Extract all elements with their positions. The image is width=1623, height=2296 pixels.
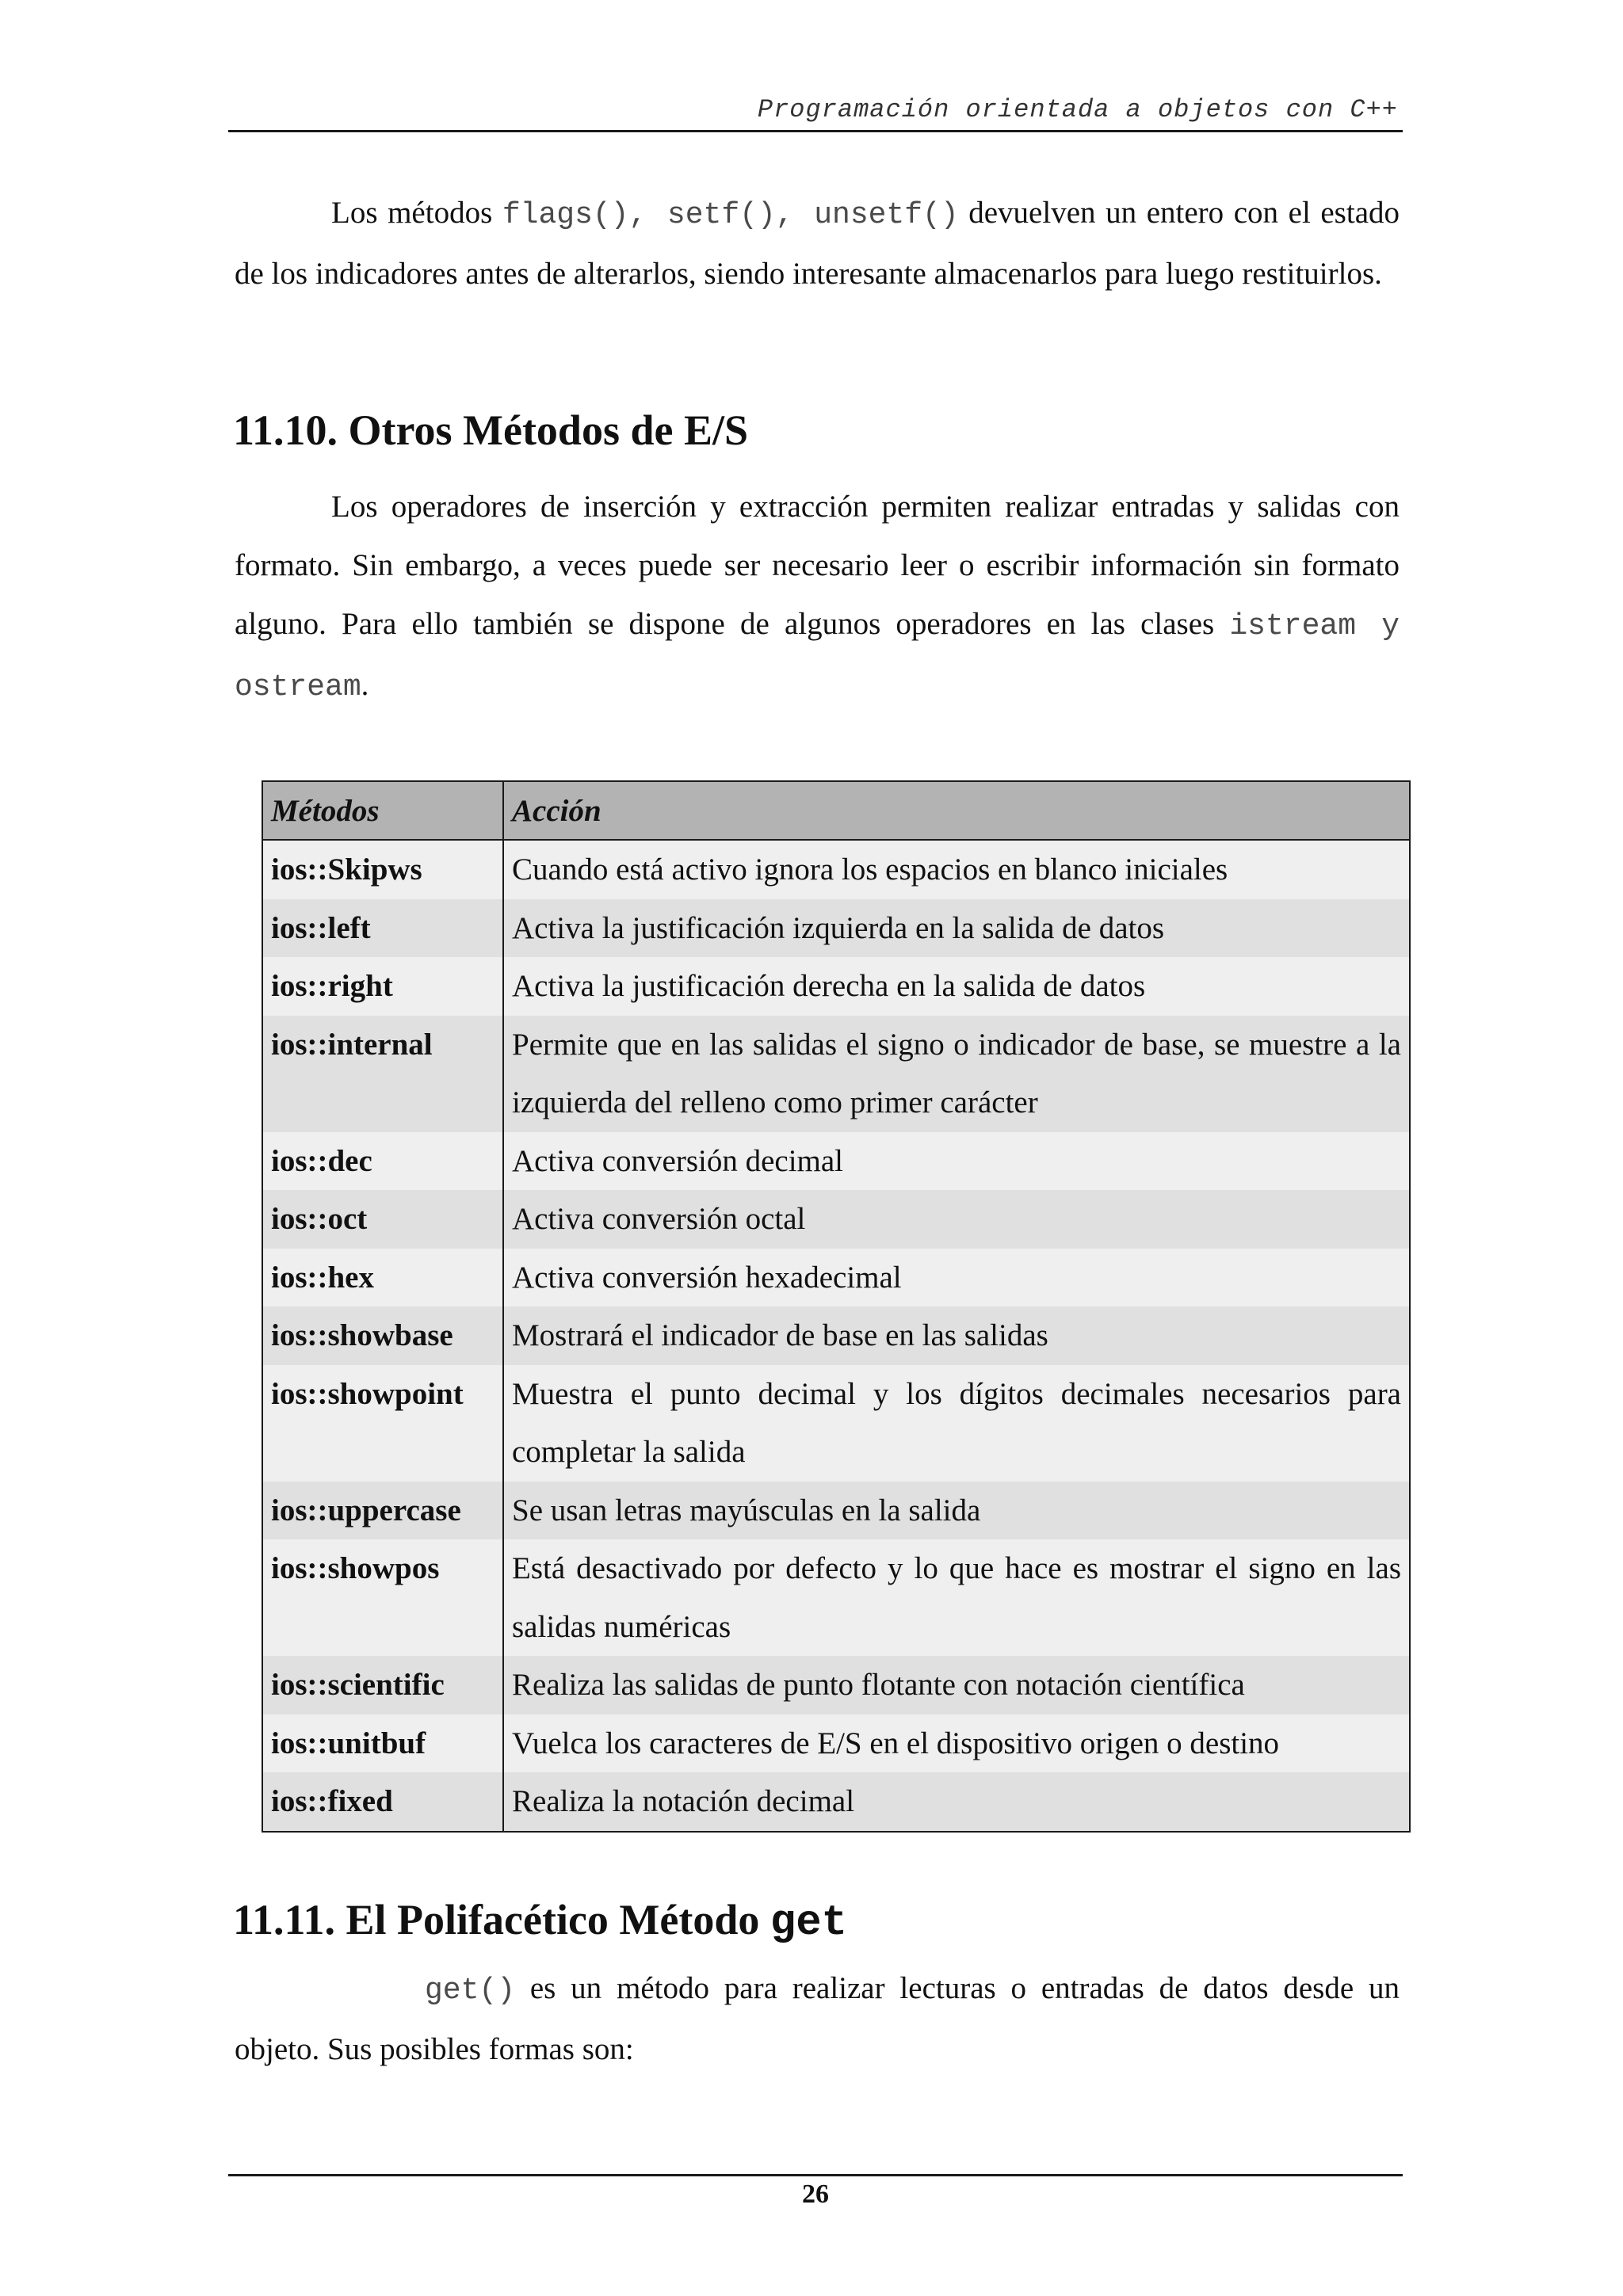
method-action-cell: Realiza la notación decimal (503, 1772, 1410, 1832)
method-name-cell: ios::right (262, 957, 503, 1016)
method-name-cell: ios::showbase (262, 1306, 503, 1365)
intro-code-methods: flags(), setf(), unsetf() (502, 198, 959, 232)
method-name-cell: ios::hex (262, 1249, 503, 1307)
table-row (262, 1365, 1410, 1482)
methods-table (262, 780, 1411, 1833)
method-name-cell: ios::oct (262, 1190, 503, 1249)
intro-paragraph (235, 184, 1400, 303)
section-2-code-get: get() (425, 1974, 516, 2008)
table-row (262, 1190, 1410, 1249)
method-name-cell: ios::showpoint (262, 1365, 503, 1482)
section-title-metodo-get (233, 1895, 847, 1947)
method-name-cell: ios::fixed (262, 1772, 503, 1832)
table-row (262, 1132, 1410, 1191)
method-action-cell: Activa conversión octal (503, 1190, 1410, 1249)
table-row (262, 840, 1410, 899)
section-2-title-text: 11.11. El Polifacético Método (233, 1896, 770, 1943)
running-title: Programación orientada a objetos con C++ (757, 95, 1398, 124)
page-footer (228, 2174, 1403, 2209)
table-row (262, 957, 1410, 1016)
method-name-cell: ios::scientific (262, 1656, 503, 1714)
section-title-otros-metodos: 11.10. Otros Métodos de E/S (233, 406, 749, 454)
intro-text-start: Los métodos (331, 196, 502, 230)
section-2-paragraph (235, 1959, 1400, 2079)
method-name-cell: ios::uppercase (262, 1482, 503, 1540)
method-action-cell: Se usan letras mayúsculas en la salida (503, 1482, 1410, 1540)
table-row (262, 1306, 1410, 1365)
method-action-cell: Activa conversión hexadecimal (503, 1249, 1410, 1307)
table-row (262, 1249, 1410, 1307)
column-header-metodos: Métodos (262, 781, 503, 840)
method-action-cell: Permite que en las salidas el signo o indicador de base, se muestre a la izquierda del relleno como primer carácter (503, 1016, 1410, 1132)
section-2-text: es un método para realizar lecturas o entradas de datos desde un objeto. Sus posibles formas son: (235, 1971, 1400, 2066)
method-action-cell: Muestra el punto decimal y los dígitos decimales necesarios para completar la salida (503, 1365, 1410, 1482)
table-header-row (262, 781, 1410, 840)
section-1-paragraph (235, 478, 1400, 717)
table-row (262, 899, 1410, 958)
method-action-cell: Cuando está activo ignora los espacios en blanco iniciales (503, 840, 1410, 899)
table-row (262, 1016, 1410, 1132)
method-name-cell: ios::dec (262, 1132, 503, 1191)
page-number: 26 (802, 2180, 829, 2209)
method-action-cell: Activa la justificación izquierda en la salida de datos (503, 899, 1410, 958)
page-header (228, 90, 1403, 132)
method-action-cell: Está desactivado por defecto y lo que hace es mostrar el signo en las salidas numéricas (503, 1539, 1410, 1656)
method-name-cell: ios::Skipws (262, 840, 503, 899)
section-2-title-code: get (769, 1899, 848, 1947)
method-action-cell: Activa la justificación derecha en la salida de datos (503, 957, 1410, 1016)
table-row (262, 1772, 1410, 1832)
column-header-accion: Acción (503, 781, 1410, 840)
table-body (262, 840, 1410, 1832)
method-name-cell: ios::unitbuf (262, 1714, 503, 1773)
section-1-code-classes: istream y ostream (235, 609, 1400, 704)
method-name-cell: ios::left (262, 899, 503, 958)
intro-text-end: devuelven un entero con el estado de los indicadores antes de alterarlos, siendo interesante almacenarlos para luego restituirlos. (235, 196, 1400, 291)
table-row (262, 1656, 1410, 1714)
table-row (262, 1539, 1410, 1656)
table-row (262, 1482, 1410, 1540)
method-name-cell: ios::internal (262, 1016, 503, 1132)
table-row (262, 1714, 1410, 1773)
method-action-cell: Vuelca los caracteres de E/S en el dispositivo origen o destino (503, 1714, 1410, 1773)
method-action-cell: Mostrará el indicador de base en las salidas (503, 1306, 1410, 1365)
section-1-text: Los operadores de inserción y extracción permiten realizar entradas y salidas con formato. Sin embargo, a veces puede ser necesario leer o escribir información sin formato alguno. Para ello también se dispone de algunos operadores en las clases (235, 490, 1400, 641)
method-action-cell: Activa conversión decimal (503, 1132, 1410, 1191)
section-1-text-end: . (361, 668, 369, 702)
method-name-cell: ios::showpos (262, 1539, 503, 1656)
method-action-cell: Realiza las salidas de punto flotante con notación científica (503, 1656, 1410, 1714)
